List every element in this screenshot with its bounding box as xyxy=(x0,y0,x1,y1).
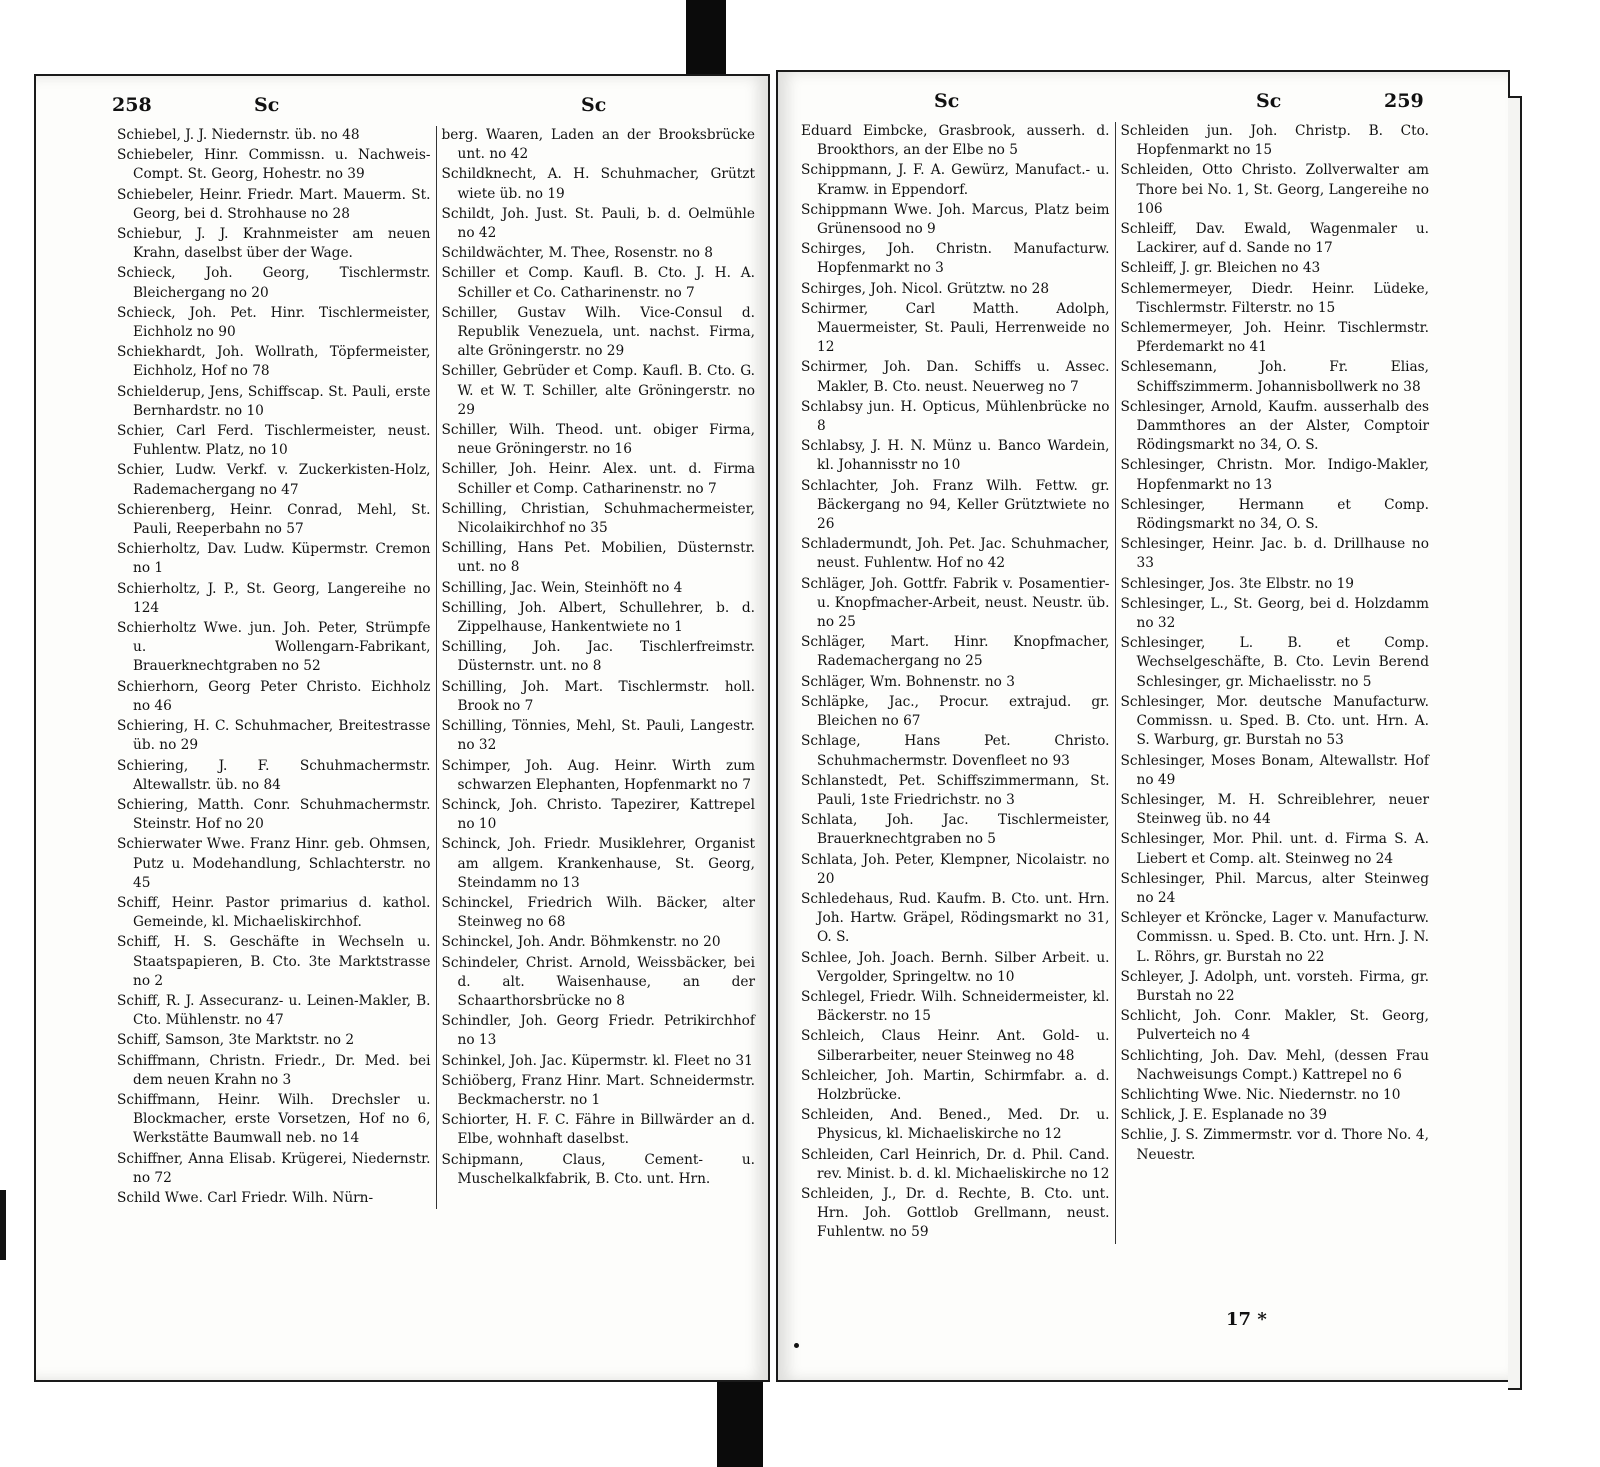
directory-entry: Schleiden, And. Bened., Med. Dr. u. Physicus, kl. Michaeliskirche no 12 xyxy=(801,1107,1110,1143)
directory-entry: Schlesinger, Moses Bonam, Altewallstr. Hof no 49 xyxy=(1120,752,1429,788)
directory-entry: Schilling, Jac. Wein, Steinhöft no 4 xyxy=(441,579,683,596)
directory-entry: Schimper, Joh. Aug. Heinr. Wirth zum schwarzen Elephanten, Hopfenmarkt no 7 xyxy=(441,757,755,793)
directory-entry: berg. Waaren, Laden an der Brooksbrücke unt. no 42 xyxy=(441,127,755,163)
directory-entry: Schlesinger, Mor. deutsche Manufacturw. Commissn. u. Sped. B. Cto. unt. Hrn. A. S. Warburg, gr. Burstah no 53 xyxy=(1120,693,1429,749)
directory-entry: Schlesinger, Mor. Phil. unt. d. Firma S. A. Liebert et Comp. alt. Steinweg no 24 xyxy=(1120,831,1429,867)
directory-entry: Schielderup, Jens, Schiffscap. St. Pauli, erste Bernhardstr. no 10 xyxy=(117,383,431,419)
directory-entry: Schleicher, Joh. Martin, Schirmfabr. a. d. Holzbrücke. xyxy=(801,1067,1110,1103)
directory-entry: Schieck, Joh. Pet. Hinr. Tischlermeister, Eichholz no 90 xyxy=(117,304,431,341)
directory-entry: Schirmer, Joh. Dan. Schiffs u. Assec. Makler, B. Cto. neust. Neuerweg no 7 xyxy=(801,359,1110,395)
directory-entry: Schleiff, Dav. Ewald, Wagenmaler u. Lackirer, auf d. Sande no 17 xyxy=(1120,221,1429,257)
column xyxy=(796,122,1115,1244)
directory-entry: Schleiden, J., Dr. d. Rechte, B. Cto. unt. Hrn. Joh. Gottlob Grellmann, neust. Fuhlentw. no 59 xyxy=(801,1185,1110,1241)
column xyxy=(436,126,761,1209)
directory-entry: Schledehaus, Rud. Kaufm. B. Cto. unt. Hrn. Joh. Hartw. Gräpel, Rödingsmarkt no 31, O. S. xyxy=(801,890,1110,946)
directory-entry: Schlick, J. E. Esplanade no 39 xyxy=(1120,1107,1327,1124)
directory-entry: Schleiff, J. gr. Bleichen no 43 xyxy=(1120,260,1321,277)
directory-entry: Schinkel, Joh. Jac. Küpermstr. kl. Fleet no 31 xyxy=(441,1052,753,1069)
directory-entry: Schinckel, Friedrich Wilh. Bäcker, alter Steinweg no 68 xyxy=(441,894,755,931)
directory-entry: Schiering, H. C. Schuhmacher, Breitestrasse üb. no 29 xyxy=(117,718,431,754)
directory-entry: Schlesinger, Arnold, Kaufm. ausserhalb des Dammthores an der Alster, Comptoir Rödingsmarkt no 34, O. S. xyxy=(1120,398,1429,454)
directory-entry: Schlabsy jun. H. Opticus, Mühlenbrücke no 8 xyxy=(801,398,1110,435)
directory-entry: Schindler, Joh. Georg Friedr. Petrikirchhof no 13 xyxy=(441,1013,755,1049)
running-head: Sc xyxy=(934,90,960,112)
running-head: Sc xyxy=(1256,90,1282,112)
directory-entry: Schilling, Hans Pet. Mobilien, Düsternstr. unt. no 8 xyxy=(441,540,755,576)
directory-entry: Schier, Ludw. Verkf. v. Zuckerkisten-Holz, Rademachergang no 47 xyxy=(117,462,431,498)
directory-entry: Schiff, Heinr. Pastor primarius d. kathol. Gemeinde, kl. Michaeliskirchhof. xyxy=(117,894,431,931)
directory-entry: Schilling, Joh. Jac. Tischlerfreimstr. Düsternstr. unt. no 8 xyxy=(441,639,755,675)
directory-entry: Schiff, H. S. Geschäfte in Wechseln u. Staatspapieren, B. Cto. 3te Marktstrasse no 2 xyxy=(117,934,431,989)
directory-entry: Schipmann, Claus, Cement- u. Muschelkalkfabrik, B. Cto. unt. Hrn. xyxy=(441,1151,755,1187)
directory-entry: Schieck, Joh. Georg, Tischlermstr. Bleichergang no 20 xyxy=(117,265,431,301)
signature-mark: 17 * xyxy=(1226,1309,1267,1330)
directory-entry: Schlesinger, L., St. Georg, bei d. Holzdamm no 32 xyxy=(1120,595,1429,632)
directory-entry: Schleiden, Carl Heinrich, Dr. d. Phil. Cand. rev. Minist. b. d. kl. Michaeliskirche no 12 xyxy=(801,1146,1110,1182)
ink-dot xyxy=(794,1343,799,1348)
page-number: 259 xyxy=(1384,90,1424,112)
directory-entry: Schlie, J. S. Zimmermstr. vor d. Thore No. 4, Neuestr. xyxy=(1120,1127,1429,1163)
directory-entry: Schlesinger, L. B. et Comp. Wechselgeschäfte, B. Cto. Levin Berend Schlesinger, gr. Michaelisstr. no 5 xyxy=(1120,635,1429,690)
directory-entry: Schildknecht, A. H. Schuhmacher, Grützt wiete üb. no 19 xyxy=(441,166,755,202)
directory-entry: Schierwater Wwe. Franz Hinr. geb. Ohmsen, Putz u. Modehandlung, Schlachterstr. no 45 xyxy=(117,836,431,891)
directory-entry: Schinck, Joh. Christo. Tapezirer, Kattrepel no 10 xyxy=(441,796,755,833)
directory-entry: Schild Wwe. Carl Friedr. Wilh. Nürn- xyxy=(117,1189,374,1206)
directory-entry: Schierhorn, Georg Peter Christo. Eichholz no 46 xyxy=(117,678,431,714)
directory-entry: Schirges, Joh. Christn. Manufacturw. Hopfenmarkt no 3 xyxy=(801,241,1110,277)
directory-entry: Eduard Eimbcke, Grasbrook, ausserh. d. Brookthors, an der Elbe no 5 xyxy=(801,123,1110,159)
directory-entry: Schirmer, Carl Matth. Adolph, Mauermeister, St. Pauli, Herrenweide no 12 xyxy=(801,300,1110,356)
directory-entry: Schirges, Joh. Nicol. Grütztw. no 28 xyxy=(801,280,1050,297)
right-page xyxy=(776,70,1510,1382)
binding-shadow-bottom xyxy=(717,1382,763,1467)
directory-entry: Schiller, Joh. Heinr. Alex. unt. d. Firma Schiller et Comp. Catharinenstr. no 7 xyxy=(441,461,755,497)
directory-entry: Schippmann Wwe. Joh. Marcus, Platz beim Grünensood no 9 xyxy=(801,201,1110,238)
directory-entry: Schiorter, H. F. C. Fähre in Billwärder an d. Elbe, wohnhaft daselbst. xyxy=(441,1112,755,1148)
directory-entry: Schierholtz, J. P., St. Georg, Langereihe no 124 xyxy=(117,580,431,616)
directory-entry: Schiöberg, Franz Hinr. Mart. Schneidermstr. Beckmacherstr. no 1 xyxy=(441,1072,755,1108)
directory-entry: Schläpke, Jac., Procur. extrajud. gr. Bleichen no 67 xyxy=(801,693,1110,730)
right-page-columns xyxy=(796,122,1434,1244)
directory-entry: Schlegel, Friedr. Wilh. Schneidermeister, kl. Bäckerstr. no 15 xyxy=(801,988,1110,1025)
directory-entry: Schläger, Wm. Bohnenstr. no 3 xyxy=(801,673,1015,690)
directory-entry: Schleyer et Kröncke, Lager v. Manufacturw. Commissn. u. Sped. B. Cto. unt. Hrn. J. N. L. Röhrs, gr. Burstah no 22 xyxy=(1120,910,1429,965)
directory-entry: Schladermundt, Joh. Pet. Jac. Schuhmacher, neust. Fuhlentw. Hof no 42 xyxy=(801,536,1110,572)
directory-entry: Schinckel, Joh. Andr. Böhmkenstr. no 20 xyxy=(441,934,721,951)
directory-entry: Schlesinger, Heinr. Jac. b. d. Drillhause no 33 xyxy=(1120,536,1429,572)
running-head: Sc xyxy=(254,94,280,116)
directory-entry: Schläger, Mart. Hinr. Knopfmacher, Rademachergang no 25 xyxy=(801,634,1110,670)
directory-entry: Schlichting Wwe. Nic. Niedernstr. no 10 xyxy=(1120,1086,1401,1103)
directory-entry: Schippmann, J. F. A. Gewürz, Manufact.- u. Kramw. in Eppendorf. xyxy=(801,162,1110,198)
directory-entry: Schlesinger, Phil. Marcus, alter Steinweg no 24 xyxy=(1120,870,1429,906)
directory-entry: Schleiden jun. Joh. Christp. B. Cto. Hopfenmarkt no 15 xyxy=(1120,123,1429,159)
directory-entry: Schiebeler, Hinr. Commissn. u. Nachweis-Compt. St. Georg, Hohestr. no 39 xyxy=(117,147,431,183)
directory-entry: Schlanstedt, Pet. Schiffszimmermann, St. Pauli, 1ste Friedrichstr. no 3 xyxy=(801,772,1110,808)
column xyxy=(1115,122,1435,1244)
directory-entry: Schlesinger, Christn. Mor. Indigo-Makler, Hopfenmarkt no 13 xyxy=(1120,457,1429,493)
directory-entry: Schiffmann, Christn. Friedr., Dr. Med. bei dem neuen Krahn no 3 xyxy=(117,1052,431,1088)
directory-entry: Schier, Carl Ferd. Tischlermeister, neust. Fuhlentw. Platz, no 10 xyxy=(117,423,431,459)
directory-entry: Schlabsy, J. H. N. Münz u. Banco Wardein, kl. Johannisstr no 10 xyxy=(801,438,1110,474)
directory-entry: Schleyer, J. Adolph, unt. vorsteh. Firma, gr. Burstah no 22 xyxy=(1120,968,1429,1004)
directory-entry: Schlicht, Joh. Conr. Makler, St. Georg, Pulverteich no 4 xyxy=(1120,1008,1429,1044)
directory-entry: Schiebel, J. J. Niedernstr. üb. no 48 xyxy=(117,127,360,143)
right-page-header xyxy=(778,90,1508,120)
directory-entry: Schlesinger, Hermann et Comp. Rödingsmarkt no 34, O. S. xyxy=(1120,496,1429,533)
directory-entry: Schilling, Christian, Schuhmachermeister, Nicolaikirchhof no 35 xyxy=(441,500,755,537)
directory-entry: Schiebeler, Heinr. Friedr. Mart. Mauerm. St. Georg, bei d. Strohhause no 28 xyxy=(117,186,431,222)
directory-entry: Schiller et Comp. Kaufl. B. Cto. J. H. A. Schiller et Co. Catharinenstr. no 7 xyxy=(441,265,755,301)
directory-entry: Schläger, Joh. Gottfr. Fabrik v. Posamentier- u. Knopfmacher-Arbeit, neust. Neustr. üb. no 25 xyxy=(801,575,1110,631)
directory-entry: Schlesinger, M. H. Schreiblehrer, neuer Steinweg üb. no 44 xyxy=(1120,791,1429,828)
left-page-header xyxy=(36,94,768,124)
directory-entry: Schinck, Joh. Friedr. Musiklehrer, Organist am allgem. Krankenhause, St. Georg, Steindamm no 13 xyxy=(441,836,755,891)
directory-entry: Schiller, Wilh. Theod. unt. obiger Firma, neue Gröningerstr. no 16 xyxy=(441,422,755,458)
page-number: 258 xyxy=(112,94,152,116)
directory-entry: Schilling, Joh. Albert, Schullehrer, b. d. Zippelhause, Hankentwiete no 1 xyxy=(441,599,755,636)
directory-entry: Schilling, Tönnies, Mehl, St. Pauli, Langestr. no 32 xyxy=(441,718,755,754)
directory-entry: Schiff, Samson, 3te Marktstr. no 2 xyxy=(117,1032,355,1049)
directory-entry: Schlata, Joh. Peter, Klempner, Nicolaistr. no 20 xyxy=(801,851,1110,887)
directory-entry: Schiller, Gustav Wilh. Vice-Consul d. Republik Venezuela, unt. nachst. Firma, alte Gröningerstr. no 29 xyxy=(441,304,755,360)
directory-entry: Schlemermeyer, Joh. Heinr. Tischlermstr. Pferdemarkt no 41 xyxy=(1120,320,1429,356)
running-head: Sc xyxy=(581,94,607,116)
directory-entry: Schildt, Joh. Just. St. Pauli, b. d. Oelmühle no 42 xyxy=(441,205,755,242)
directory-entry: Schiffmann, Heinr. Wilh. Drechsler u. Blockmacher, erste Vorsetzen, Hof no 6, Werkstätte Baumwall neb. no 14 xyxy=(117,1091,431,1147)
column xyxy=(112,126,436,1209)
directory-entry: Schildwächter, M. Thee, Rosenstr. no 8 xyxy=(441,245,714,262)
directory-entry: Schierenberg, Heinr. Conrad, Mehl, St. Pauli, Reeperbahn no 57 xyxy=(117,501,431,538)
directory-entry: Schleiden, Otto Christo. Zollverwalter am Thore bei No. 1, St. Georg, Langereihe no 106 xyxy=(1120,162,1429,217)
directory-entry: Schierholtz Wwe. jun. Joh. Peter, Strümpfe u. Wollengarn-Fabrikant, Brauerknechtgraben no 52 xyxy=(117,620,431,675)
edge-mark xyxy=(0,1190,6,1260)
directory-entry: Schlata, Joh. Jac. Tischlermeister, Brauerknechtgraben no 5 xyxy=(801,812,1110,848)
directory-entry: Schiering, J. F. Schuhmachermstr. Altewallstr. üb. no 84 xyxy=(117,757,431,793)
directory-entry: Schierholtz, Dav. Ludw. Küpermstr. Cremon no 1 xyxy=(117,541,431,577)
directory-entry: Schiebur, J. J. Krahnmeister am neuen Krahn, daselbst über der Wage. xyxy=(117,226,431,262)
directory-entry: Schilling, Joh. Mart. Tischlermstr. holl. Brook no 7 xyxy=(441,678,755,714)
directory-entry: Schiff, R. J. Assecuranz- u. Leinen-Makler, B. Cto. Mühlenstr. no 47 xyxy=(117,992,431,1029)
directory-entry: Schindeler, Christ. Arnold, Weissbäcker, bei d. alt. Waisenhause, an der Schaarthorsbrücke no 8 xyxy=(441,954,755,1009)
directory-entry: Schiering, Matth. Conr. Schuhmachermstr. Steinstr. Hof no 20 xyxy=(117,796,431,833)
directory-entry: Schiller, Gebrüder et Comp. Kaufl. B. Cto. G. W. et W. T. Schiller, alte Gröningerstr. no 29 xyxy=(441,363,755,418)
directory-entry: Schiekhardt, Joh. Wollrath, Töpfermeister, Eichholz, Hof no 78 xyxy=(117,344,431,380)
directory-entry: Schlachter, Joh. Franz Wilh. Fettw. gr. Bäckergang no 94, Keller Grütztwiete no 26 xyxy=(801,477,1110,533)
directory-entry: Schlemermeyer, Diedr. Heinr. Lüdeke, Tischlermstr. Filterstr. no 15 xyxy=(1120,280,1429,316)
directory-entry: Schleich, Claus Heinr. Ant. Gold- u. Silberarbeiter, neuer Steinweg no 48 xyxy=(801,1028,1110,1064)
directory-entry: Schlesemann, Joh. Fr. Elias, Schiffszimmerm. Johannisbollwerk no 38 xyxy=(1120,359,1429,395)
directory-entry: Schiffner, Anna Elisab. Krügerei, Niedernstr. no 72 xyxy=(117,1150,431,1186)
left-page-columns xyxy=(112,126,760,1209)
directory-entry: Schlichting, Joh. Dav. Mehl, (dessen Frau Nachweisungs Compt.) Kattrepel no 6 xyxy=(1120,1047,1429,1083)
directory-entry: Schlage, Hans Pet. Christo. Schuhmachermstr. Dovenfleet no 93 xyxy=(801,733,1110,769)
directory-entry: Schlesinger, Jos. 3te Elbstr. no 19 xyxy=(1120,575,1354,592)
directory-entry: Schlee, Joh. Joach. Bernh. Silber Arbeit. u. Vergolder, Springeltw. no 10 xyxy=(801,949,1110,985)
left-page xyxy=(34,74,770,1382)
